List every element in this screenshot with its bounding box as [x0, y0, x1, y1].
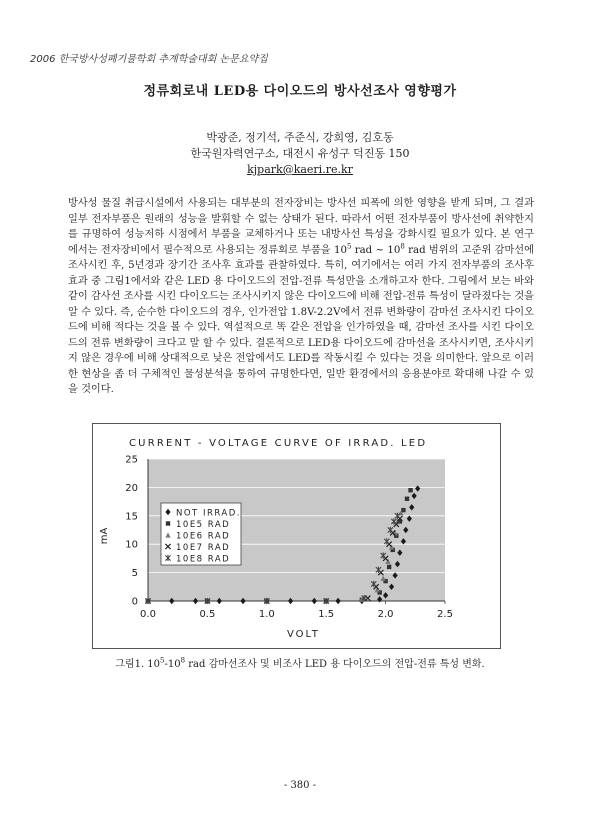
author-email-link[interactable]: kjpark@kaeri.re.kr [247, 163, 353, 176]
author-names: 박광준, 정기석, 주준식, 강희영, 김호동 [206, 131, 394, 144]
data-point [387, 565, 391, 569]
y-tick-label: 15 [125, 511, 138, 523]
running-header: 2006 한국방사성폐기물학회 추계학술대회 논문요약집 [30, 54, 268, 65]
y-tick-label: 20 [125, 482, 138, 494]
abstract-body [68, 196, 534, 398]
chart-legend [161, 503, 241, 565]
y-tick-labels [125, 455, 138, 608]
legend-marker [166, 521, 170, 525]
body-superscript2: 8 [400, 242, 405, 251]
y-tick-label: 0 [131, 596, 138, 608]
figure-caption [0, 655, 600, 670]
data-point [405, 497, 409, 501]
legend-label: 10E6 RAD [176, 531, 231, 542]
y-tick-label: 25 [125, 454, 138, 466]
x-tick-label: 1.0 [258, 609, 275, 620]
y-tick-label: 10 [125, 539, 138, 551]
paper-title: 정류회로내 LED용 다이오드의 방사선조사 영향평가 [143, 84, 457, 99]
x-tick-label: 2.0 [377, 609, 394, 620]
x-tick-label: 0.0 [140, 609, 156, 620]
data-point [401, 508, 405, 512]
body-superscript1: 5 [346, 242, 352, 251]
x-tick-label: 2.5 [437, 609, 453, 620]
author-affiliation: 한국원자력연구소, 대전시 유성구 덕진동 150 [190, 147, 410, 160]
x-axis-label: VOLT [287, 629, 320, 640]
caption-post: rad 감마선조사 및 비조사 LED 용 다이오드의 전압-전류 특성 변화. [185, 659, 485, 670]
iv-chart [93, 424, 500, 648]
x-tick-labels [140, 609, 453, 620]
legend-label: 10E7 RAD [176, 543, 231, 553]
author-block [0, 130, 600, 178]
figure-1 [92, 423, 501, 649]
y-axis-label: mA [99, 527, 110, 545]
page-number: - 380 - [283, 780, 317, 791]
body-text-part2: rad ~ 10 [351, 244, 401, 256]
caption-sup2: 8 [180, 656, 186, 665]
legend-label: 10E5 RAD [176, 520, 231, 530]
chart-title: CURRENT - VOLTAGE CURVE OF IRRAD. LED [129, 438, 428, 449]
legend-label: NOT IRRAD. [176, 508, 241, 519]
caption-sup1: 5 [160, 656, 165, 665]
data-point [408, 488, 412, 492]
body-text-part3: rad 범위의 고준위 감마선에 조사시킨 후, 5년경과 장기간 조사후 효과를 관찰하였다. 특히, 여기에서는 여러 가지 전자부품의 조사후 효과 중 그림1에서와 같은 LED 용 다이오드의 전압-전류 특성만을 소개하고자 한다. 그림에서 보는 바와 같이 감사선 조사를 시킨 다이오드는 조사시키지 않은 다이오드에 비해 전압-전류 특성이 달라졌다는 것을 알 수 있다. 즉, 순수한 다이오드의 경우, 인가전압 1.8V-2.2V에서 전류 변화량이 감마선 조사시킨 다이오드에 비해 적다는 것을 볼 수 있다. 역설적으로 똑 같은 전압을 인가하였을 때, 감마선 조사를 시킨 다이오드의 전류 변화량이 크다고 말 할 수 있다. 결론적으로 LED용 다이오드에 감마선을 조사시키면, 조사시키지 않은 경우에 비해 상대적으로 낮은 전압에서도 LED를 작동시킬 수 있다는 것을 의미한다. 앞으로 이러한 현상을 좀 더 구체적인 물성분석을 통하여 규명한다면, 일반 환경에서의 응용분야로 확대해 나갈 수 있을 것이다. [68, 244, 534, 395]
x-tick-label: 0.5 [199, 609, 216, 620]
y-tick-label: 5 [131, 568, 138, 580]
caption-pre: 그림1. 10 [115, 659, 161, 670]
legend-label: 10E8 RAD [176, 554, 231, 565]
x-tick-label: 1.5 [318, 609, 335, 620]
caption-mid: -10 [164, 659, 181, 670]
body-text-part1: 방사성 물질 취급시설에서 사용되는 대부분의 전자장비는 방사선 피폭에 의한 영향을 받게 되며, 그 결과 일부 전자부품은 원래의 성능을 발휘할 수 없는 상태가 된다. 따라서 어떤 전자부품이 방사선에 취약한지를 규명하여 성능저하 시점에서 부품을 교체하거나 또는 내방사선 특성을 강화시킬 필요가 있다. 본 연구에서는 전자장비에서 필수적으로 사용되는 정류회로 부품을 10 [68, 198, 534, 256]
